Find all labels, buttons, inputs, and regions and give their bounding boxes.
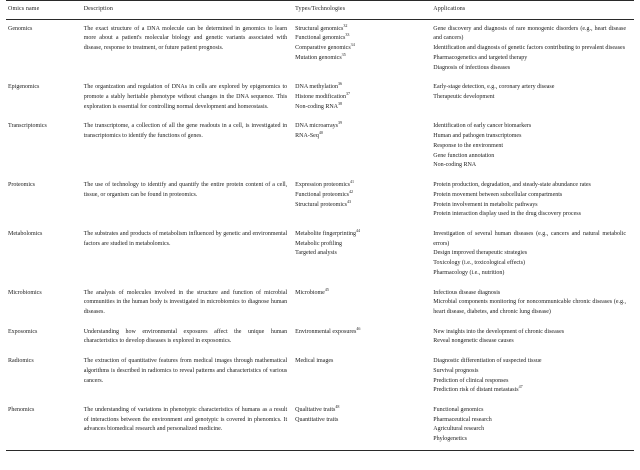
table-row: [6, 225, 634, 284]
type-technology-item: Functional genomics$^{33}$: [295, 32, 350, 42]
type-technology-list: [295, 286, 425, 299]
application-item: Identification of early cancer biomarkers: [433, 123, 532, 130]
cell-omics-name: [6, 19, 84, 78]
cell-types-technologies: [295, 284, 433, 323]
type-technology-list: [295, 22, 425, 64]
cell-types-technologies: [295, 323, 433, 352]
cell-applications: [433, 225, 634, 284]
cell-types-technologies: [295, 352, 433, 401]
application-item: Human and pathogen transcriptomes: [433, 133, 522, 140]
application-item: Therapeutic development: [433, 94, 495, 101]
type-technology-reference[interactable]: 35: [341, 51, 346, 57]
type-technology-item: Medical images: [295, 358, 334, 365]
type-technology-reference[interactable]: 36: [338, 81, 343, 87]
cell-omics-name: [6, 323, 84, 352]
cell-types-technologies: [295, 19, 433, 78]
application-item: Protein interaction display used in the drug discovery process: [433, 211, 581, 218]
cell-description: The exact structure of a DNA molecule can be determined in genomics to learn more about a patient's molecular biology and genetic variants associated with disease, response to treatment, or future patient prognosis.: [83, 25, 288, 52]
application-item: New insights into the development of chronic diseases: [433, 328, 565, 335]
application-item: Prediction risk of distant metastasis$^{47}$: [433, 384, 523, 394]
table-row: [6, 352, 634, 401]
application-item: Response to the environment: [433, 142, 504, 149]
table-row: [6, 323, 634, 352]
type-technology-item: Mutation genomics$^{35}$: [295, 51, 346, 61]
cell-description: The transcriptome, a collection of all the gene readouts in a cell, is investigated in transcriptomics to identify the functions of genes.: [83, 123, 288, 140]
type-technology-reference[interactable]: 33: [345, 32, 350, 38]
type-technology-item: Structural proteomics$^{43}$: [295, 198, 352, 208]
cell-applications: [433, 78, 634, 117]
table-body: [6, 19, 634, 450]
table-row: [6, 401, 634, 450]
type-technology-item: RNA-Seq$^{40}$: [295, 130, 323, 140]
application-item: Phylogenetics: [433, 436, 467, 443]
application-list: [433, 181, 626, 220]
cell-description: The analysis of molecules involved in the structure and function of microbial communities in the human body is investigated in microbiomics to diagnose human diseases.: [83, 289, 288, 315]
type-technology-item: Expression proteomics$^{41}$: [295, 179, 355, 189]
application-item: Investigation of several human diseases (e.g., cancers and natural metabolic errors): [433, 230, 626, 247]
type-technology-reference[interactable]: 32: [343, 22, 348, 28]
type-technology-item: Microbiome$^{45}$: [295, 286, 329, 296]
cell-omics-name: [6, 78, 84, 117]
table-header: [6, 1, 634, 20]
application-item: Reveal nongenetic disease causes: [433, 338, 514, 345]
cell-description: The understanding of variations in phenotypic characteristics of humans as a result of interactions between the environment and genotypic is covered in phenomics. It advances biomedical research and personalized medicine.: [84, 401, 295, 450]
cell-types-technologies: [295, 117, 433, 176]
type-technology-reference[interactable]: 34: [350, 42, 355, 48]
type-technology-item: Targeted analysis: [295, 250, 337, 257]
cell-description: The substrates and products of metabolism influenced by genetic and environmental factors are studied in metabolomics.: [83, 230, 288, 247]
application-item: Toxicology (i.e., toxicological effects): [433, 260, 526, 267]
cell-omics-name: [6, 225, 84, 284]
cell-types-technologies: [295, 176, 433, 225]
omics-name-label: Metabolomics: [8, 230, 43, 237]
application-item: Identification and diagnosis of genetic factors contributing to prevalent diseases: [433, 45, 626, 52]
type-technology-reference[interactable]: 43: [347, 198, 352, 204]
type-technology-list: [295, 83, 425, 112]
application-item: Agricultural research: [433, 426, 485, 433]
type-technology-reference[interactable]: 37: [346, 91, 351, 97]
cell-applications: [433, 284, 634, 323]
type-technology-reference[interactable]: 41: [350, 179, 355, 185]
cell-types-technologies: [295, 78, 433, 117]
omics-comparison-table: [6, 0, 634, 451]
type-technology-item: DNA methylation$^{36}$: [295, 81, 343, 91]
omics-name-label: Epigenomics: [8, 84, 40, 91]
type-technology-item: Non-coding RNA$^{38}$: [295, 100, 343, 110]
type-technology-reference[interactable]: 44: [356, 227, 361, 233]
type-technology-list: [295, 181, 425, 210]
application-item: Pharmacology (i.e., nutrition): [433, 269, 505, 276]
omics-name-label: Microbiomics: [8, 289, 42, 296]
header-row: [6, 1, 634, 20]
type-technology-item: Qualitative traits$^{48}$: [295, 404, 340, 413]
type-technology-list: [295, 357, 425, 367]
cell-applications: [433, 19, 634, 78]
table-row: [6, 117, 634, 176]
omics-name-label: Exposomics: [8, 328, 38, 335]
cell-applications: [433, 117, 634, 176]
type-technology-list: [295, 122, 425, 141]
omics-name-label: Proteomics: [8, 182, 35, 189]
cell-applications: [433, 352, 634, 401]
type-technology-reference[interactable]: 40: [318, 130, 323, 136]
type-technology-reference[interactable]: 46: [356, 325, 361, 331]
table-row: [6, 284, 634, 323]
omics-name-label: Phenomics: [8, 407, 35, 413]
application-item: Prediction of clinical responses: [433, 377, 509, 384]
cell-applications: [433, 176, 634, 225]
omics-name-label: Genomics: [8, 25, 33, 32]
application-list: [433, 328, 626, 347]
application-list: [433, 25, 626, 74]
cell-omics-name: [6, 117, 84, 176]
application-list: [433, 289, 626, 318]
application-item: Protein involvement in metabolic pathways: [433, 201, 538, 208]
column-header-description: Description: [84, 1, 295, 20]
type-technology-item: Histone modification$^{37}$: [295, 91, 351, 101]
column-header-omics-name: Omics name: [6, 1, 84, 20]
cell-omics-name: [6, 401, 84, 450]
type-technology-list: [295, 227, 425, 259]
omics-name-label: Radiomics: [8, 358, 34, 365]
type-technology-list: [295, 325, 425, 338]
application-list: [433, 122, 626, 171]
type-technology-list: [295, 406, 425, 425]
cell-description: The extraction of quantitative features from medical images through mathematical algorithms is described in radiomics to reveal patterns and characteristics of various cancers.: [83, 358, 288, 384]
cell-omics-name: [6, 284, 84, 323]
cell-description: The organization and regulation of DNAs in cells are explored by epigenomics to promote a stably heritable phenotype without changes in the DNA sequence. This exploration is essential for controlling normal development and homeostasis.: [83, 84, 288, 110]
application-item: Protein movement between subcellular compartments: [433, 191, 563, 198]
cell-applications: [433, 401, 634, 450]
application-item: Survival prognosis: [433, 367, 479, 374]
type-technology-item: DNA microarrays$^{39}$: [295, 120, 343, 130]
application-item: Non-coding RNA: [433, 162, 477, 169]
type-technology-reference[interactable]: 38: [338, 100, 343, 106]
cell-description: The use of technology to identify and quantify the entire protein content of a cell, tissue, or organism can be found in proteomics.: [83, 182, 288, 198]
application-item: Functional genomics: [433, 407, 484, 413]
type-technology-reference[interactable]: 39: [338, 120, 343, 126]
application-item: Pharmacogenetics and targeted therapy: [433, 54, 528, 61]
type-technology-item: Functional proteomics$^{42}$: [295, 188, 354, 198]
type-technology-item: Structural genomics$^{32}$: [295, 22, 348, 32]
application-item: Diagnosis of infectious diseases: [433, 64, 511, 71]
cell-applications: [433, 323, 634, 352]
omics-name-label: Transcriptomics: [8, 123, 47, 130]
type-technology-reference[interactable]: 48: [335, 404, 340, 409]
table-row: [6, 176, 634, 225]
application-item: Diagnostic differentiation of suspected tissue: [433, 358, 542, 365]
application-item: Infectious disease diagnosis: [433, 289, 501, 296]
cell-omics-name: [6, 176, 84, 225]
application-item: Pharmaceutical research: [433, 416, 492, 423]
table-row: [6, 78, 634, 117]
table-row: [6, 19, 634, 78]
type-technology-reference[interactable]: 42: [349, 188, 354, 194]
application-item: Protein production, degradation, and steady-state abundance rates: [433, 182, 591, 189]
type-technology-reference[interactable]: 45: [324, 286, 329, 292]
column-header-applications: Applications: [433, 1, 634, 20]
application-item: Microbial components monitoring for noncommunicable chronic diseases (e.g., heart disease, diabetes, and chronic lung disease): [433, 299, 626, 315]
application-item: Early-stage detection, e.g., coronary artery disease: [433, 84, 555, 91]
column-header-types-technologies: Types/Technologies: [295, 1, 433, 20]
cell-types-technologies: [295, 225, 433, 284]
type-technology-item: Environmental exposures$^{46}$: [295, 325, 361, 335]
type-technology-item: Quantitative traits: [295, 416, 339, 423]
application-list: [433, 83, 626, 102]
application-list: [433, 357, 626, 396]
application-list: [433, 230, 626, 279]
cell-omics-name: [6, 352, 84, 401]
application-reference[interactable]: 47: [518, 384, 523, 390]
application-item: Gene discovery and diagnosis of rare monogenic disorders (e.g., heart disease and cancers): [433, 25, 626, 42]
type-technology-item: Metabolite fingerprinting$^{44}$: [295, 227, 361, 237]
cell-description: Understanding how environmental exposures affect the unique human characteristics to develop diseases is explored in exposomics.: [83, 328, 288, 345]
application-item: Design improved therapeutic strategies: [433, 250, 528, 257]
application-list: [433, 406, 626, 445]
type-technology-item: Comparative genomics$^{34}$: [295, 42, 355, 52]
type-technology-item: Metabolic profiling: [295, 240, 342, 247]
application-item: Gene function annotation: [433, 152, 495, 159]
cell-types-technologies: [295, 401, 433, 450]
